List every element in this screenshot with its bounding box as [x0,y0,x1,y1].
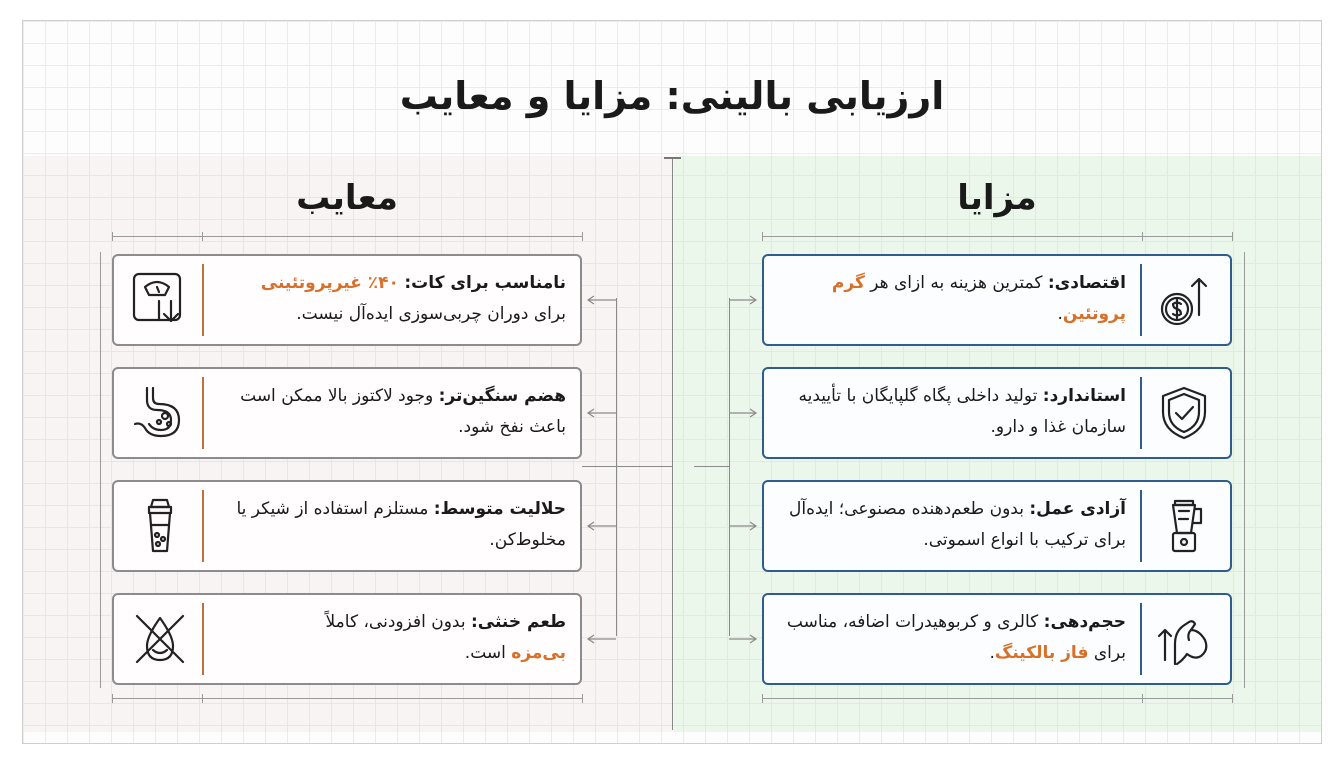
con-highlight: ۴۰٪ غیرپروتئینی [260,273,399,293]
con-description: وجود لاکتوز بالا ممکن است باعث نفخ شود. [240,386,566,437]
con-text [210,494,566,560]
cons-bottom-dimension [112,698,582,699]
pros-bottom-dimension [762,698,1232,699]
pro-card [762,367,1232,459]
pro-card [762,254,1232,346]
pro-card [762,593,1232,685]
dimension-tick [1142,232,1143,241]
dimension-tick [1232,694,1233,703]
shaker-icon [118,490,204,562]
dimension-tick [762,232,763,241]
pro-tail: . [1057,304,1063,324]
pros-connector-main [694,466,730,467]
pro-description: کالری و کربوهیدرات اضافه، مناسب برای [786,612,1126,663]
dimension-tick [582,232,583,241]
pros-vertical-dimension [1244,252,1245,688]
pro-label: آزادی عمل: [1029,499,1126,519]
pro-description: بدون طعم‌دهنده مصنوعی؛ ایده‌آل برای ترکیب با انواع اسموتی. [789,499,1126,550]
con-card [112,480,582,572]
muscle-up-icon [1140,603,1226,675]
divider-cap [664,157,681,159]
dimension-tick [202,694,203,703]
con-label: طعم خنثی: [471,612,566,632]
con-description: مستلزم استفاده از شیکر یا مخلوط‌کن. [236,499,566,550]
con-text [210,381,566,447]
cons-connector-main [582,466,672,467]
pro-label: حجم‌دهی: [1043,612,1126,632]
blender-icon [1140,490,1226,562]
pro-text [778,268,1126,334]
cons-heading: معایب [296,178,398,218]
con-card [112,254,582,346]
cons-connector-spine [616,298,617,636]
pro-highlight: گرم پروتئین [831,273,1126,324]
con-card [112,367,582,459]
pros-dimension-line [762,236,1232,237]
pro-text [778,607,1126,673]
dimension-tick [1232,232,1233,241]
pro-highlight: فاز بالکینگ [994,643,1089,663]
cons-vertical-dimension [100,252,101,688]
dimension-tick [112,694,113,703]
pros-connector-spine [729,298,730,636]
pro-card [762,480,1232,572]
pro-text [778,381,1126,447]
no-flavor-icon [118,603,204,675]
pros-heading: مزایا [957,178,1037,218]
con-label: حلالیت متوسط: [433,499,566,519]
con-text [210,268,566,334]
pro-tail: . [989,643,995,663]
cons-dimension-line [112,236,582,237]
con-highlight: بی‌مزه [511,643,566,663]
stomach-icon [118,377,204,449]
shield-check-icon [1140,377,1226,449]
page-title: ارزیابی بالینی: مزایا و معایب [399,74,945,118]
scale-down-icon [118,264,204,336]
dimension-tick [202,232,203,241]
pro-text [778,494,1126,560]
con-description: بدون افزودنی، کاملاً [325,612,466,632]
con-description: برای دوران چربی‌سوزی ایده‌آل نیست. [296,304,566,324]
center-divider [672,158,673,730]
con-text [210,607,566,673]
dimension-tick [762,694,763,703]
con-label: نامناسب برای کات: [404,273,566,293]
pro-description: کمترین هزینه به ازای هر [870,273,1043,293]
money-up-icon [1140,264,1226,336]
dimension-tick [112,232,113,241]
con-tail: است. [464,643,506,663]
pro-label: اقتصادی: [1047,273,1126,293]
con-card [112,593,582,685]
pro-description: تولید داخلی پگاه گلپایگان با تأییدیه سازمان غذا و دارو. [798,386,1126,437]
dimension-tick [1142,694,1143,703]
dimension-tick [582,694,583,703]
con-label: هضم سنگین‌تر: [438,386,566,406]
pro-label: استاندارد: [1042,386,1126,406]
